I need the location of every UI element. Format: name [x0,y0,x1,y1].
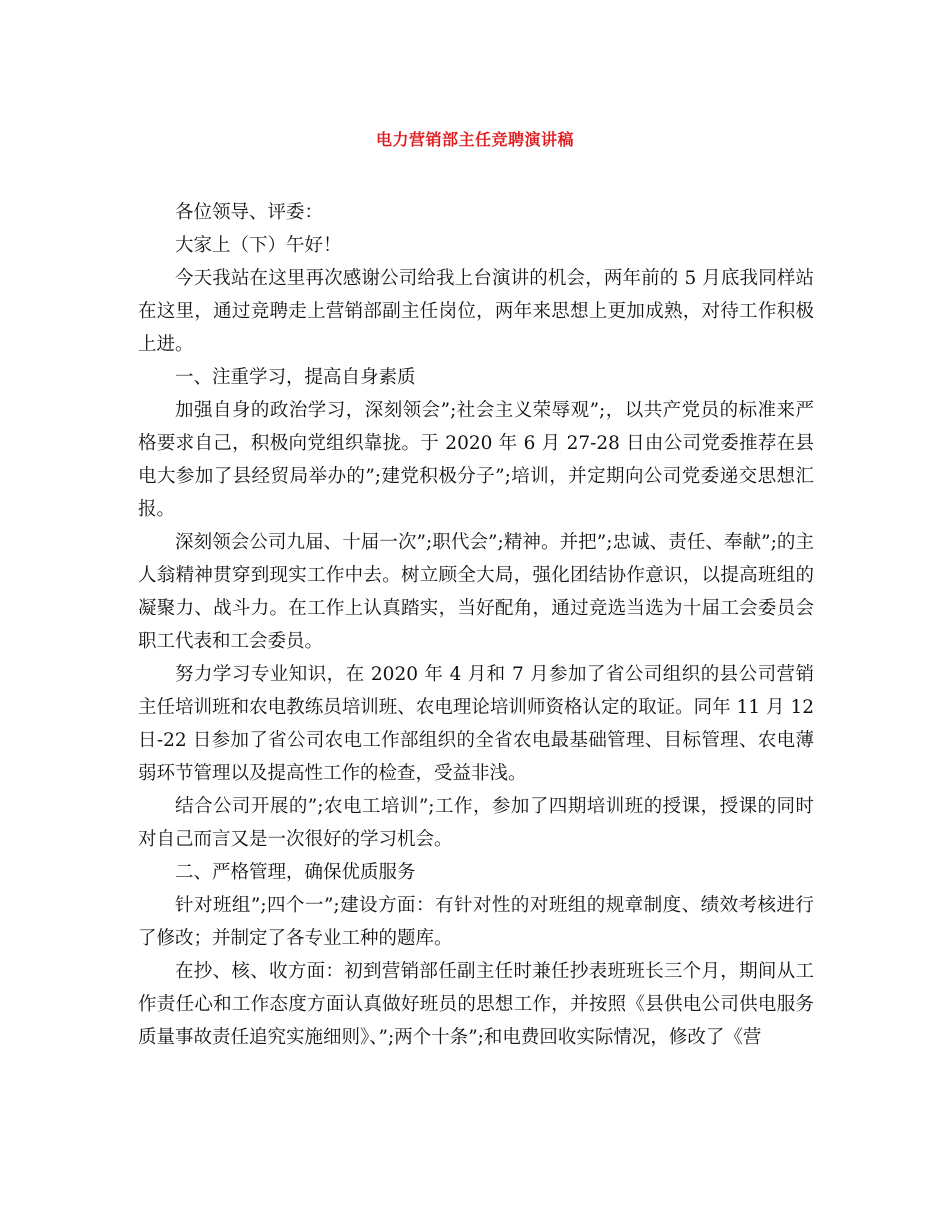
paragraph: 结合公司开展的”;农电工培训”;工作，参加了四期培训班的授课，授课的同时对自己而言又是一次很好的学习机会。 [138,796,814,850]
paragraph: 大家上（下）午好！ [175,235,342,256]
paragraph: 今天我站在这里再次感谢公司给我上台演讲的机会，两年前的 5 月底我同样站在这里，通过竞聘走上营销部副主任岗位，两年来思想上更加成熟，对待工作积极上进。 [138,268,814,355]
document-title: 电力营销部主任竞聘演讲稿 [375,130,574,149]
paragraph: 针对班组”;四个一”;建设方面：有针对性的对班组的规章制度、绩效考核进行了修改；并制定了各专业工种的题库。 [138,895,814,949]
document-body [138,196,814,1054]
paragraph: 深刻领会公司九届、十届一次”;职代会”;精神。并把”;忠诚、责任、奉献”;的主人翁精神贯穿到现实工作中去。树立顾全大局，强化团结协作意识，以提高班组的凝聚力、战斗力。在工作上认真踏实，当好配角，通过竞选当选为十届工会委员会职工代表和工会委员。 [138,532,814,652]
paragraph: 努力学习专业知识，在 2020 年 4 月和 7 月参加了省公司组织的县公司营销主任培训班和农电教练员培训班、农电理论培训师资格认定的取证。同年 11 月 12 日-22 日参加了省公司农电工作部组织的全省农电最基础管理、目标管理、农电薄弱环节管理以及提高性工作的检查，受益非浅。 [138,664,814,784]
paragraph: 各位领导、评委： [175,202,324,223]
section-heading: 二、严格管理，确保优质服务 [175,862,416,883]
section-heading: 一、注重学习，提高自身素质 [175,367,416,388]
paragraph: 在抄、核、收方面：初到营销部任副主任时兼任抄表班班长三个月，期间从工作责任心和工作态度方面认真做好班员的思想工作，并按照《县供电公司供电服务质量事故责任追究实施细则》、”;两个十条”;和电费回收实际情况，修改了《营 [138,961,814,1048]
paragraph: 加强自身的政治学习，深刻领会”;社会主义荣辱观”;，以共产党员的标准来严格要求自己，积极向党组织靠拢。于 2020 年 6 月 27-28 日由公司党委推荐在县电大参加了县经贸局举办的”;建党积极分子”;培训，并定期向公司党委递交思想汇报。 [138,400,814,520]
